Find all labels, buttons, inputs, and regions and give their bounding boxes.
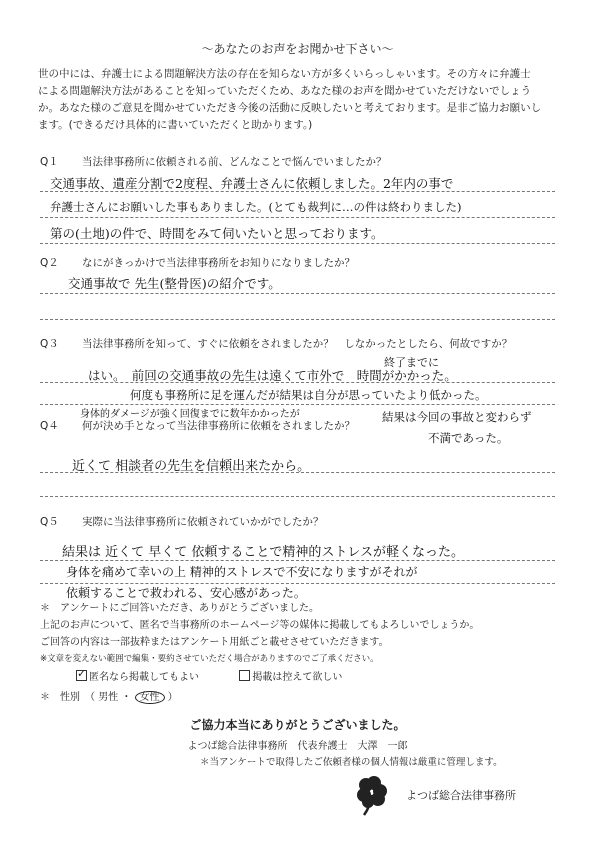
question-5 (40, 514, 324, 529)
handwritten-answer: 身体を痛めて幸いの上 精神的ストレスで不安になりますがそれが (66, 565, 418, 579)
intro-line: による問題解決方法があることを知っていただくため、あなた様のお声を聞かせていただけないでしょう (38, 85, 532, 97)
gender-separator: ・ (121, 692, 132, 703)
question-text: 実際に当法律事務所に依頼されていかがでしたか？ (82, 516, 324, 528)
answer-line (40, 243, 555, 244)
footer-notes (40, 600, 479, 651)
handwritten-answer: 何度も事務所に足を運んだが結果は自分が思っていたより低かった。 (130, 388, 487, 402)
question-text: 何が決め手となって当法律事務所に依頼をされましたか？ (82, 420, 355, 432)
handwritten-answer: 第の(土地)の件で、時間をみて伺いたいと思っております。 (50, 226, 384, 241)
handwritten-answer: 結果は 近くて 早くて 依頼することで精神的ストレスが軽くなった。 (62, 545, 465, 560)
question-text: なにがきっかけで当法律事務所をお知りになりましたか？ (82, 257, 355, 269)
note-line: ＊ アンケートにご回答いただき、ありがとうございました。 (40, 603, 319, 614)
handwritten-answer: はい。 前回の交通事故の先生は遠くて市外で 時間がかかった。 (88, 368, 457, 383)
question-text: 当法律事務所に依頼される前、どんなことで悩んでいましたか？ (82, 156, 387, 168)
publish-consent (76, 668, 342, 683)
checkbox-checked-icon[interactable]: ✓ (77, 667, 87, 680)
gender-row (40, 688, 178, 703)
question-number: Q１ (40, 156, 59, 168)
option-anonymous[interactable] (76, 667, 199, 683)
question-3 (40, 336, 512, 351)
office-logo-text: よつば総合法律事務所 (406, 789, 516, 802)
handwritten-answer: 近くて 相談者の先生を信頼出来たから。 (72, 459, 311, 474)
handwritten-answer: 結果は今回の事故と変わらず (382, 410, 532, 424)
thanks-message: ご協力本当にありがとうございました。 (189, 718, 406, 732)
gender-male[interactable]: 男性 (98, 692, 119, 703)
answer-line (40, 293, 555, 294)
checkbox-icon[interactable] (239, 670, 250, 681)
option-anonymous-label: 匿名なら掲載してもよい (89, 672, 199, 683)
option-decline[interactable] (239, 672, 342, 683)
handwritten-answer: 不満であった。 (428, 431, 509, 445)
edit-note: ※文章を変えない範囲で編集・要約させていただく場合がありますのでご了承ください。 (40, 654, 379, 664)
gender-label: ＊ 性別 （ (40, 692, 95, 703)
answer-line (40, 319, 555, 320)
intro-line: 世の中には、弁護士による問題解決方法の存在を知らない方が多くいらっしゃいます。その方々に弁護士 (38, 68, 531, 80)
privacy-note: ＊当アンケートで取得したご依頼者様の個人情報は厳重に管理します。 (200, 757, 503, 768)
page-title: ～あなたのお声をお聞かせ下さい～ (201, 42, 394, 56)
handwritten-answer: 交通事故、遺産分割で2度程、弁護士さんに依頼しました。2年内の事で (50, 176, 454, 191)
office-representative: よつば総合法律事務所 代表弁護士 大澤 一郎 (187, 741, 408, 752)
question-text: 当法律事務所を知って、すぐに依頼をされましたか？ しなかったとしたら、何故ですか？ (82, 338, 513, 350)
handwritten-insert: 終了までに (384, 356, 439, 369)
gender-female-circled[interactable]: 女性 (135, 691, 165, 704)
question-4 (40, 418, 355, 433)
note-line: ご回答の内容は一部抜粋またはアンケート用紙ごと載せさせていただきます。 (40, 637, 389, 648)
question-2 (40, 255, 355, 270)
intro-line: か。あなた様のご意見を聞かせていただき今後の活動に反映したいと考えております。是非ご協力お願いし (38, 102, 542, 114)
handwritten-answer: 弁護士さんにお願いした事もありました。(とても裁判に…の件は終わりました) (50, 200, 462, 214)
handwritten-answer: 交通事故で 先生(整骨医)の紹介です。 (68, 276, 281, 291)
option-decline-label: 掲載は控えて欲しい (252, 672, 343, 683)
question-number: Q２ (40, 257, 59, 269)
clover-logo-icon (350, 771, 396, 817)
intro-line: ます。(できるだけ具体的に書いていただくと助かります。) (38, 119, 313, 131)
question-number: Q４ (40, 420, 59, 432)
answer-line (40, 217, 555, 218)
handwritten-answer: 依頼することで救われる、安心感があった。 (66, 586, 306, 600)
intro-text (38, 66, 558, 134)
answer-line (40, 560, 555, 561)
answer-line (40, 496, 555, 497)
question-number: Q５ (40, 516, 59, 528)
gender-close: ） (167, 692, 178, 703)
question-number: Q３ (40, 338, 59, 350)
question-1 (40, 154, 387, 169)
handwritten-answer: 身体的ダメージが強く回復までに数年かかったが (80, 409, 300, 420)
note-line: 上記のお声について、匿名で当事務所のホームページ等の媒体に掲載してもよろしいでしょうか。 (40, 620, 480, 631)
